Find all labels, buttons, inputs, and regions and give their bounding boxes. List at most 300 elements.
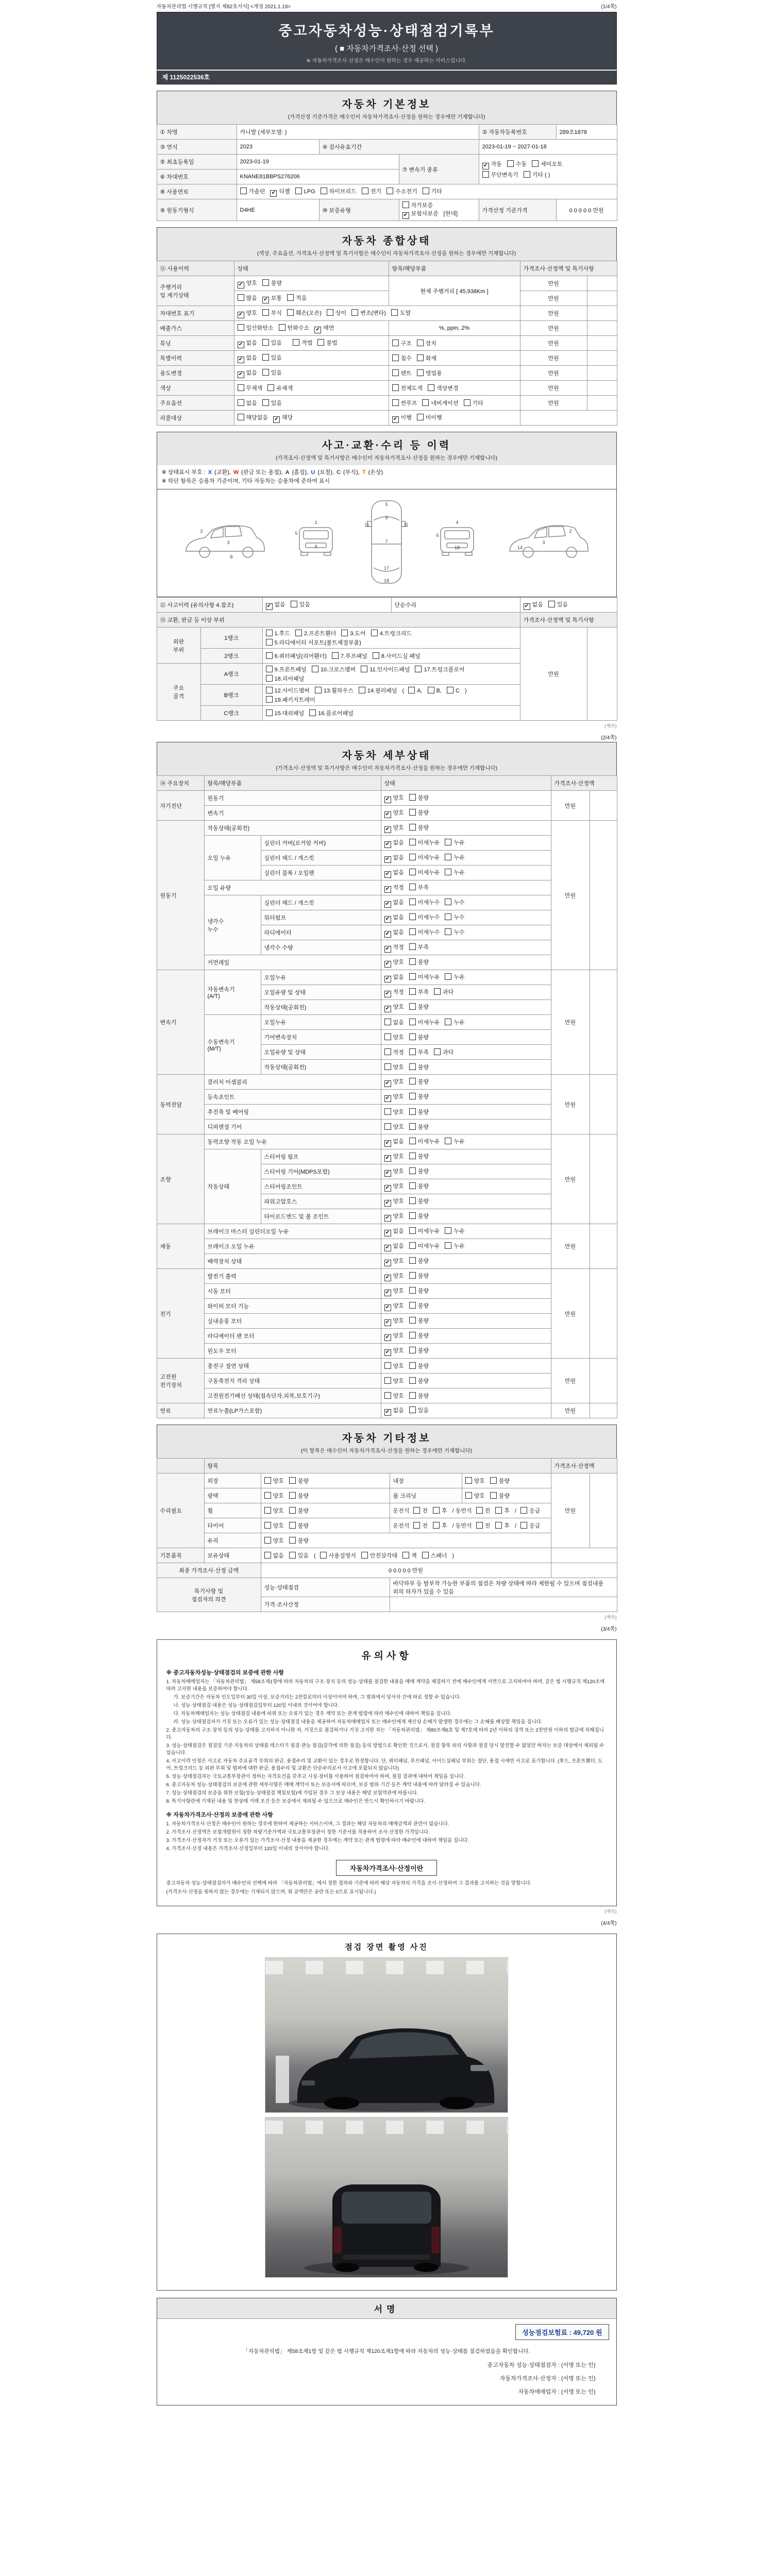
- checkbox[interactable]: [482, 171, 489, 178]
- notice-item: 나. 성능·상태점검 내용은 성능·상태점검일부터 120일 이내의 것이어야 합니다.: [173, 1703, 339, 1708]
- cell-item: 실린더 헤드 / 개스킷: [261, 895, 381, 910]
- checkbox[interactable]: ✔: [384, 1245, 391, 1251]
- checkbox-label: 불량: [417, 1198, 429, 1205]
- checkbox[interactable]: [289, 1537, 296, 1544]
- checkbox-option: [384, 1064, 404, 1071]
- checkbox[interactable]: [445, 1138, 451, 1144]
- checkbox[interactable]: [409, 1182, 416, 1189]
- checkbox[interactable]: [548, 601, 555, 607]
- checkbox[interactable]: [409, 884, 416, 890]
- checkbox[interactable]: [262, 279, 269, 286]
- checkbox[interactable]: [434, 988, 441, 995]
- checkbox[interactable]: [373, 652, 379, 659]
- checkbox[interactable]: [417, 354, 424, 361]
- option-line: [384, 1331, 548, 1342]
- checkbox[interactable]: [417, 340, 424, 346]
- checkbox[interactable]: ✔: [384, 901, 391, 908]
- checkbox[interactable]: [371, 630, 378, 636]
- checkbox-label: 14.필러패널: [367, 688, 397, 694]
- checkbox[interactable]: [351, 309, 358, 316]
- checkbox[interactable]: [264, 1477, 271, 1484]
- option-text: 운전석: [393, 1508, 410, 1514]
- checkbox[interactable]: [409, 1406, 416, 1413]
- checkbox[interactable]: [359, 687, 365, 693]
- checkbox[interactable]: ✔: [384, 826, 391, 833]
- table-row: [157, 1149, 617, 1164]
- checkbox[interactable]: ✔: [384, 1349, 391, 1356]
- checkbox[interactable]: [409, 854, 416, 860]
- checkbox[interactable]: [320, 1552, 327, 1558]
- checkbox[interactable]: [266, 709, 273, 716]
- checkbox[interactable]: [409, 1287, 416, 1294]
- checkbox[interactable]: [361, 666, 367, 672]
- checkbox[interactable]: [264, 1492, 271, 1499]
- checkbox[interactable]: [238, 399, 244, 406]
- checkbox[interactable]: [266, 666, 273, 672]
- checkbox[interactable]: [409, 1019, 416, 1025]
- checkbox[interactable]: [409, 1033, 416, 1040]
- checkbox-option: [384, 825, 404, 831]
- checkbox-option: [384, 1273, 404, 1279]
- checkbox-option: [495, 1508, 510, 1514]
- checkbox[interactable]: [384, 1377, 391, 1384]
- checkbox[interactable]: [422, 399, 429, 406]
- checkbox[interactable]: [495, 1507, 502, 1514]
- checkbox[interactable]: [264, 1522, 271, 1529]
- checkbox[interactable]: [520, 1507, 527, 1514]
- checkbox[interactable]: [240, 188, 247, 194]
- checkbox[interactable]: ✔: [238, 357, 244, 363]
- checkbox[interactable]: [291, 601, 297, 607]
- checkbox[interactable]: ✔: [384, 1200, 391, 1207]
- checkbox-option: [270, 189, 290, 195]
- checkbox[interactable]: [445, 973, 451, 980]
- checkbox-option: [238, 385, 263, 392]
- checkbox[interactable]: [262, 339, 269, 346]
- checkbox-label: 19.패키지트레이: [274, 697, 315, 703]
- option-line: [384, 1271, 548, 1282]
- checkbox[interactable]: ✔: [384, 1095, 391, 1102]
- checkbox[interactable]: ✔: [273, 416, 280, 423]
- checkbox-label: 8.사이드실 패널: [381, 653, 421, 659]
- checkbox-label: 없음: [393, 914, 404, 921]
- checkbox-option: [384, 1035, 404, 1041]
- cell-opt: [381, 970, 551, 985]
- checkbox[interactable]: [409, 928, 416, 935]
- checkbox[interactable]: ✔: [262, 297, 269, 303]
- checkbox-label: 가솔린: [248, 188, 265, 195]
- notice-item: 1. 자동차가격조사·산정은 매수인이 원하는 경우에 한하여 제공하는 서비스이며, 그 결과는 해당 자동차의 매매금액과 관련이 없습니다.: [166, 1821, 449, 1827]
- checkbox[interactable]: [464, 399, 470, 406]
- checkbox[interactable]: [409, 1153, 416, 1159]
- table-row: [157, 1134, 617, 1149]
- cell-price: 만원: [520, 321, 587, 336]
- option-line: [384, 1361, 548, 1370]
- checkbox[interactable]: [392, 354, 399, 361]
- checkbox[interactable]: [293, 339, 299, 346]
- cell-hdr: 항목/해당부품: [389, 261, 520, 276]
- checkbox[interactable]: [409, 1063, 416, 1070]
- checkbox[interactable]: [295, 630, 302, 636]
- checkbox[interactable]: ✔: [384, 931, 391, 938]
- checkbox[interactable]: ✔: [238, 371, 244, 378]
- checkbox-label: 양호: [393, 1168, 404, 1175]
- checkbox[interactable]: [238, 384, 244, 391]
- checkbox-option: [384, 855, 404, 861]
- option-line: [384, 853, 548, 863]
- checkbox-option: [287, 295, 307, 301]
- checkbox[interactable]: [266, 696, 273, 703]
- checkbox-option: [428, 688, 442, 694]
- checkbox[interactable]: ✔: [384, 1080, 391, 1087]
- checkbox[interactable]: [445, 1242, 451, 1249]
- checkbox[interactable]: [392, 384, 399, 391]
- checkbox[interactable]: [264, 1507, 271, 1514]
- checkbox[interactable]: [495, 1522, 502, 1529]
- checkbox[interactable]: [266, 639, 273, 646]
- checkbox[interactable]: [428, 687, 434, 693]
- checkbox[interactable]: ✔: [238, 312, 244, 318]
- checkbox[interactable]: [289, 1552, 296, 1558]
- checkbox[interactable]: ✔: [384, 1170, 391, 1177]
- cell-item: 라디에이터: [261, 925, 381, 940]
- cell-txt: [587, 628, 617, 721]
- checkbox-label: 잭: [411, 1553, 417, 1559]
- table-row: [157, 1105, 617, 1120]
- checkbox[interactable]: ✔: [384, 946, 391, 953]
- checkbox[interactable]: ✔: [384, 1290, 391, 1296]
- checkbox[interactable]: [409, 1048, 416, 1055]
- checkbox[interactable]: [238, 414, 244, 420]
- checkbox-option: [433, 1523, 447, 1529]
- cell-hdr: 항목: [204, 1459, 551, 1473]
- checkbox[interactable]: ✔: [384, 811, 391, 818]
- checkbox[interactable]: [445, 869, 451, 875]
- checkbox[interactable]: [391, 309, 398, 316]
- checkbox[interactable]: [476, 1522, 483, 1529]
- checkbox[interactable]: ✔: [384, 991, 391, 997]
- checkbox[interactable]: ✔: [384, 1304, 391, 1311]
- checkbox-label: 불량: [417, 1124, 429, 1130]
- checkbox[interactable]: [445, 928, 451, 935]
- checkbox[interactable]: [409, 1317, 416, 1324]
- checkbox[interactable]: [409, 1302, 416, 1309]
- checkbox-label: 양호: [393, 1213, 404, 1219]
- checkbox[interactable]: [409, 1108, 416, 1115]
- checkbox[interactable]: ✔: [392, 416, 399, 423]
- checkbox[interactable]: [445, 839, 451, 845]
- checkbox-option: [409, 1408, 429, 1414]
- checkbox[interactable]: [392, 369, 399, 376]
- checkbox[interactable]: [409, 1167, 416, 1174]
- checkbox[interactable]: [317, 339, 324, 346]
- checkbox[interactable]: ✔: [238, 342, 244, 348]
- checkbox[interactable]: [262, 369, 269, 376]
- cell-item: 라디에이터 팬 모터: [204, 1329, 381, 1344]
- table-row: [157, 125, 617, 140]
- checkbox[interactable]: [312, 666, 318, 672]
- cell-txt: [587, 336, 617, 351]
- checkbox[interactable]: [266, 675, 273, 682]
- checkbox[interactable]: [434, 1048, 441, 1055]
- checkbox[interactable]: [289, 1522, 296, 1529]
- checkbox[interactable]: [465, 1477, 472, 1484]
- checkbox[interactable]: [384, 1108, 391, 1115]
- checkbox[interactable]: ✔: [266, 603, 273, 610]
- checkbox[interactable]: ✔: [384, 1409, 391, 1416]
- checkbox[interactable]: [392, 399, 399, 406]
- checkbox[interactable]: [262, 309, 269, 316]
- checkbox-label: 미세누유: [417, 1228, 440, 1234]
- checkbox[interactable]: [384, 1063, 391, 1070]
- checkbox[interactable]: [267, 384, 274, 391]
- option-line: [264, 1551, 548, 1560]
- checkbox[interactable]: [433, 1507, 440, 1514]
- checkbox-option: [434, 1049, 453, 1056]
- checkbox[interactable]: ✔: [384, 1334, 391, 1341]
- checkbox-label: 양호: [273, 1478, 284, 1484]
- notice-item: 가. 보증기간은 자동차 인도일부터 30일 이상, 보증거리는 2천킬로미터 이상이어야 하며, 그 범위에서 당사자 간에 따로 정할 수 있습니다.: [173, 1694, 461, 1700]
- checkbox[interactable]: [409, 913, 416, 920]
- checkbox[interactable]: [409, 973, 416, 980]
- checkbox[interactable]: [415, 666, 422, 672]
- checkbox[interactable]: [321, 188, 327, 194]
- section-overall-title: 자동차 종합상태: [342, 235, 431, 247]
- checkbox[interactable]: [445, 899, 451, 905]
- checkbox[interactable]: [384, 1362, 391, 1369]
- checkbox[interactable]: [279, 324, 285, 331]
- checkbox[interactable]: [409, 1242, 416, 1249]
- checkbox[interactable]: [384, 1123, 391, 1130]
- checkbox[interactable]: [413, 1522, 420, 1529]
- checkbox[interactable]: [309, 709, 316, 716]
- checkbox[interactable]: ✔: [384, 1319, 391, 1326]
- checkbox[interactable]: [287, 294, 294, 301]
- cell-opt: [381, 1120, 551, 1134]
- checkbox[interactable]: [409, 1347, 416, 1353]
- checkbox[interactable]: ✔: [482, 163, 489, 170]
- checkbox[interactable]: ✔: [402, 212, 409, 219]
- cell-item: 구동축전지 격리 상태: [204, 1374, 381, 1388]
- checkbox[interactable]: [447, 687, 453, 693]
- checkbox-label: 양호: [393, 1378, 404, 1384]
- checkbox[interactable]: ✔: [384, 1260, 391, 1266]
- checkbox[interactable]: ✔: [384, 871, 391, 878]
- checkbox[interactable]: ✔: [384, 1215, 391, 1222]
- checkbox[interactable]: ✔: [270, 190, 277, 197]
- checkbox[interactable]: [409, 1362, 416, 1369]
- checkbox[interactable]: [409, 958, 416, 965]
- checkbox[interactable]: ✔: [384, 976, 391, 982]
- checkbox[interactable]: [445, 1019, 451, 1025]
- checkbox-option: [409, 1348, 429, 1354]
- signature-title: 서명: [157, 2298, 616, 2319]
- checkbox[interactable]: [262, 354, 269, 361]
- checkbox-option: [384, 1020, 404, 1026]
- inspection-photo-section: [157, 1934, 617, 2291]
- cell-opt: [261, 1548, 551, 1563]
- checkbox[interactable]: [409, 943, 416, 950]
- checkbox[interactable]: [332, 652, 339, 659]
- checkbox[interactable]: [289, 1492, 296, 1499]
- checkbox[interactable]: [409, 1078, 416, 1084]
- checkbox[interactable]: [409, 1332, 416, 1338]
- checkbox[interactable]: [409, 794, 416, 801]
- checkbox[interactable]: [392, 340, 399, 346]
- checkbox[interactable]: [289, 1507, 296, 1514]
- checkbox[interactable]: [384, 1048, 391, 1055]
- checkbox[interactable]: [409, 1138, 416, 1144]
- checkbox[interactable]: [417, 369, 424, 376]
- checkbox[interactable]: [327, 309, 333, 316]
- checkbox[interactable]: [409, 869, 416, 875]
- checkbox-label: 양호: [393, 1183, 404, 1190]
- checkbox[interactable]: [445, 913, 451, 920]
- checkbox[interactable]: ✔: [384, 1185, 391, 1192]
- cell-price: 만원: [551, 1075, 590, 1134]
- checkbox[interactable]: [409, 899, 416, 905]
- checkbox[interactable]: [289, 1477, 296, 1484]
- checkbox[interactable]: [409, 1197, 416, 1204]
- checkbox[interactable]: ✔: [384, 856, 391, 863]
- checkbox[interactable]: [507, 160, 514, 167]
- checkbox[interactable]: ✔: [384, 841, 391, 848]
- checkbox-label: 누유: [453, 854, 465, 861]
- checkbox[interactable]: [417, 414, 424, 420]
- checkbox[interactable]: [266, 630, 273, 636]
- checkbox-label: 없음: [393, 974, 404, 980]
- checkbox[interactable]: [409, 1093, 416, 1099]
- checkbox[interactable]: [423, 188, 429, 194]
- checkbox[interactable]: [490, 1492, 497, 1499]
- checkbox[interactable]: [409, 824, 416, 831]
- checkbox[interactable]: ✔: [314, 327, 321, 333]
- checkbox[interactable]: [384, 1019, 391, 1025]
- checkbox-label: 1.후드: [274, 631, 290, 637]
- checkbox[interactable]: [264, 1537, 271, 1544]
- checkbox-option: [384, 1139, 404, 1145]
- checkbox[interactable]: ✔: [384, 796, 391, 803]
- checkbox[interactable]: [433, 1522, 440, 1529]
- checkbox[interactable]: [238, 324, 244, 331]
- option-line: [238, 338, 385, 349]
- option-line: [384, 927, 548, 938]
- checkbox-option: [464, 400, 483, 406]
- checkbox[interactable]: [520, 1522, 527, 1529]
- checkbox-option: [409, 914, 440, 921]
- checkbox[interactable]: [524, 171, 530, 178]
- checkbox[interactable]: [287, 309, 294, 316]
- section-overall-header: [157, 227, 617, 261]
- checkbox[interactable]: [409, 1272, 416, 1279]
- checkbox[interactable]: ✔: [384, 1155, 391, 1162]
- checkbox-option: [384, 944, 404, 951]
- checkbox[interactable]: [409, 839, 416, 845]
- cell-opt: [389, 366, 520, 381]
- checkbox[interactable]: [341, 630, 348, 636]
- cell-lbl: 차대번호 표기: [157, 306, 234, 321]
- checkbox[interactable]: [409, 1377, 416, 1384]
- checkbox[interactable]: [262, 399, 269, 406]
- checkbox[interactable]: [409, 1003, 416, 1010]
- table-row: [157, 261, 617, 276]
- checkbox[interactable]: [264, 1552, 271, 1558]
- table-row: [157, 836, 617, 851]
- checkbox[interactable]: ✔: [384, 916, 391, 923]
- checkbox-option: [384, 1183, 404, 1190]
- cell-item: 등속죠인트: [204, 1090, 381, 1105]
- checkbox[interactable]: [402, 1552, 409, 1558]
- car-rear-photo-illustration: [265, 2154, 508, 2277]
- checkbox[interactable]: [445, 854, 451, 860]
- checkbox[interactable]: [422, 1552, 429, 1558]
- checkbox[interactable]: [465, 1492, 472, 1499]
- table-row: [157, 1224, 617, 1239]
- checkbox[interactable]: [428, 384, 434, 391]
- checkbox-label: 불량: [417, 1064, 429, 1071]
- checkbox[interactable]: [266, 687, 273, 693]
- signature-note: 「자동차관리법」 제58조제1항 및 같은 법 시행규칙 제120조제1항에 따라 자동차의 성능·상태를 점검하였음을 확인합니다.: [243, 2348, 530, 2354]
- checkbox[interactable]: [409, 1212, 416, 1219]
- checkbox[interactable]: [532, 160, 539, 167]
- checkbox-label: 적정: [393, 1049, 404, 1056]
- checkbox[interactable]: ✔: [384, 1230, 391, 1236]
- checkbox[interactable]: [409, 1227, 416, 1234]
- car-diagram-top: [363, 497, 410, 589]
- checkbox[interactable]: [362, 188, 368, 194]
- checkbox-option: [409, 900, 440, 906]
- option-line: [384, 1018, 548, 1027]
- checkbox[interactable]: [408, 687, 415, 693]
- checkbox[interactable]: [384, 1033, 391, 1040]
- cell-price: 만원: [520, 366, 587, 381]
- checkbox[interactable]: [315, 687, 322, 693]
- option-line: [384, 883, 548, 893]
- checkbox[interactable]: ✔: [384, 1006, 391, 1012]
- checkbox[interactable]: ✔: [524, 603, 530, 610]
- checkbox-label: 누유: [453, 869, 465, 876]
- checkbox[interactable]: ✔: [384, 1140, 391, 1147]
- checkbox[interactable]: ✔: [384, 1275, 391, 1281]
- checkbox[interactable]: [409, 988, 416, 995]
- checkbox[interactable]: [386, 188, 393, 194]
- legend-desc: (요철),: [316, 469, 336, 476]
- checkbox[interactable]: [413, 1507, 420, 1514]
- checkbox[interactable]: [409, 1123, 416, 1130]
- checkbox[interactable]: ✔: [384, 961, 391, 968]
- checkbox[interactable]: ✔: [238, 282, 244, 289]
- checkbox[interactable]: ✔: [384, 886, 391, 893]
- checkbox[interactable]: [476, 1507, 483, 1514]
- checkbox[interactable]: [266, 652, 273, 659]
- checkbox[interactable]: [409, 809, 416, 816]
- checkbox[interactable]: [361, 1552, 368, 1558]
- accident-history-table-mount: [157, 597, 617, 721]
- checkbox[interactable]: [402, 201, 409, 208]
- checkbox[interactable]: [384, 1392, 391, 1399]
- cell-item: 발전기 출력: [204, 1269, 381, 1284]
- table-row: [157, 776, 617, 791]
- diagram-part-number: 7: [385, 539, 388, 544]
- checkbox[interactable]: [409, 1392, 416, 1399]
- checkbox[interactable]: [445, 1227, 451, 1234]
- checkbox-option: [384, 900, 404, 906]
- diagram-part-number: 11: [404, 522, 409, 528]
- checkbox[interactable]: [409, 1257, 416, 1264]
- checkbox[interactable]: [238, 294, 244, 301]
- checkbox[interactable]: [490, 1477, 497, 1484]
- checkbox[interactable]: [295, 188, 302, 194]
